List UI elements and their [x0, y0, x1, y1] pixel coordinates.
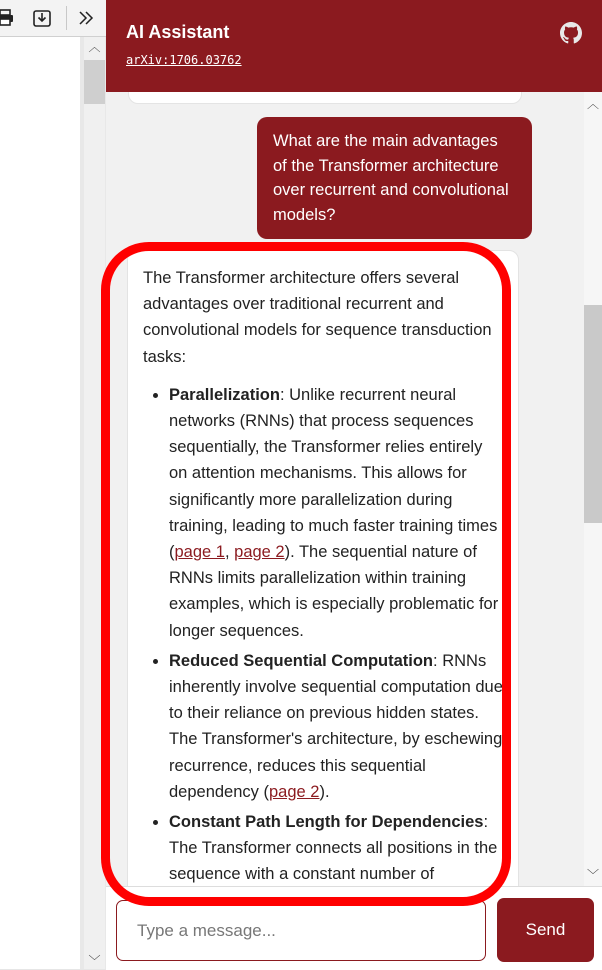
scroll-down-icon[interactable]: ﹀ [88, 954, 101, 968]
chat-scrollbar-thumb[interactable] [584, 305, 602, 523]
advantages-list [143, 382, 504, 886]
bullet-text: ). [319, 782, 330, 801]
printer-icon[interactable] [0, 7, 16, 29]
assistant-panel [106, 0, 602, 969]
message-input[interactable] [116, 900, 486, 961]
assistant-intro: The Transformer architecture offers several advantages over traditional recurrent and convolutional models for sequence transduction tasks: [143, 269, 492, 366]
pdf-page [0, 37, 80, 969]
list-item [169, 648, 504, 805]
pdf-scrollbar[interactable] [84, 37, 105, 969]
user-message: What are the main advantages of the Transformer architecture over recurrent and convolutional models? [257, 117, 532, 239]
scroll-down-icon[interactable]: ﹀ [586, 868, 599, 882]
chat-area[interactable] [106, 92, 584, 886]
pdf-scrollbar-thumb[interactable] [84, 60, 105, 104]
list-item [169, 382, 504, 644]
bullet-text: : The Transformer connects all positions in the sequence with a constant number of [169, 813, 498, 884]
download-icon[interactable] [31, 7, 53, 29]
scroll-up-icon[interactable]: ︿ [88, 40, 101, 54]
bullet-text: ). The sequential nature of RNNs limits parallelization within training examples, which is especially problematic for longer sequences. [169, 543, 499, 640]
link-separator: , [224, 543, 235, 562]
panel-title: AI Assistant [126, 22, 230, 42]
bullet-text: : RNNs inherently involve sequential computation due to their reliance on previous hidden states. The Transformer's architecture, by eschewing recurrence, reduces this sequential dependency ( [169, 651, 503, 801]
panel-header [106, 0, 602, 92]
double-chevron-right-icon[interactable] [75, 7, 97, 29]
bullet-title: Constant Path Length for Dependencies [169, 813, 484, 832]
bullet-title: Reduced Sequential Computation [169, 651, 434, 670]
paper-link[interactable]: arXiv:1706.03762 [126, 53, 242, 67]
page-link[interactable]: page 2 [234, 543, 285, 562]
page-link[interactable]: page 1 [174, 543, 225, 562]
pdf-toolbar [0, 0, 106, 37]
previous-message-card [128, 92, 522, 104]
scroll-up-icon[interactable]: ︿ [586, 97, 599, 111]
pdf-viewer-pane [0, 0, 106, 969]
list-item [169, 809, 504, 886]
assistant-message [127, 250, 519, 886]
page-link[interactable]: page 2 [269, 782, 320, 801]
send-button[interactable]: Send [497, 898, 594, 962]
toolbar-divider [66, 6, 67, 30]
message-composer [106, 886, 602, 970]
bullet-text: : Unlike recurrent neural networks (RNNs) that process sequences sequentially, the Transformer relies entirely on attention mechanisms. This allows for significantly more parallelization during training, leading to much faster training times ( [169, 385, 498, 562]
bullet-title: Parallelization [169, 385, 280, 404]
github-icon[interactable] [560, 22, 582, 44]
